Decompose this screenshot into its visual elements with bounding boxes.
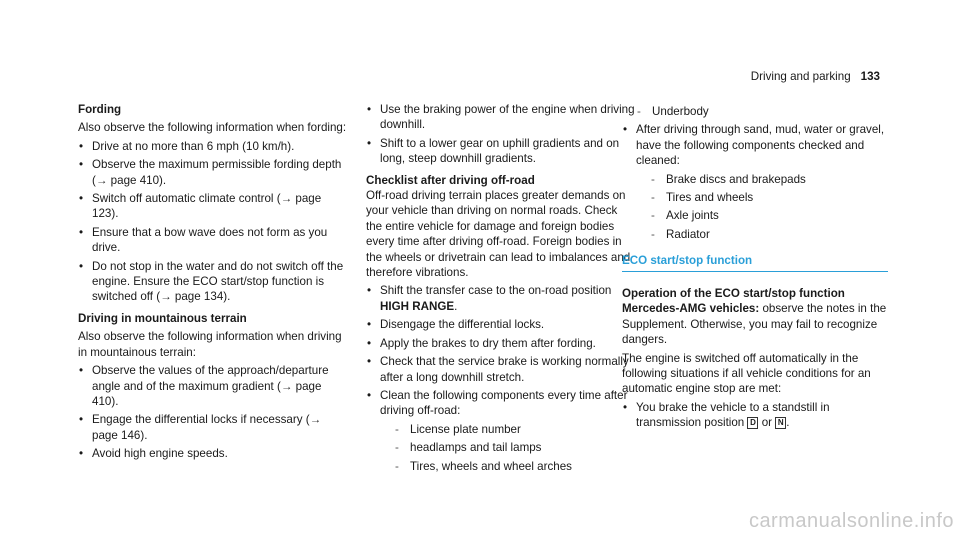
page-number: 133	[860, 70, 880, 83]
list-item: • Observe the maximum permissible fording depth (→ page 410).	[78, 157, 348, 188]
checklist-intro: Off-road driving terrain places greater demands on your vehicle than driving on normal roads. Check the entire vehicle for damage and foreign bodies every time after driving off-road. Foreign bodies in the wheels or drivetrain can lead to imbalances and therefore vibrations.	[366, 189, 631, 280]
list-item: • Do not stop in the water and do not switch off the engine. Ensure the ECO start/stop function is switched off (→ page 134).	[78, 259, 348, 305]
amg-text: observe the notes in the Supplement. Otherwise, you may fail to recognize dangers.	[622, 302, 887, 347]
list-item: • Ensure that a bow wave does not form as you drive.	[78, 225, 348, 256]
clean-sublist	[380, 422, 636, 474]
sublist-item: - Brake discs and brakepads	[650, 172, 892, 187]
fording-heading: Fording	[78, 103, 122, 116]
after-sublist	[636, 172, 892, 243]
shift-end: .	[454, 299, 458, 313]
fording-intro: Also observe the following information when fording:	[78, 121, 347, 135]
amg-note	[622, 301, 888, 347]
sublist-item: - Axle joints	[650, 208, 892, 223]
watermark: carmanualsonline.info	[748, 509, 954, 532]
list-item: • Disengage the differential locks.	[366, 317, 636, 332]
list-item: • Observe the values of the approach/departure angle and of the maximum gradient (→ page 410).	[78, 363, 348, 409]
list-item: • Engage the differential locks if necessary (→ page 146).	[78, 412, 348, 443]
or-text: or	[758, 416, 776, 430]
after-list	[622, 122, 892, 242]
clean-sublist-cont	[622, 104, 892, 119]
page-header	[751, 69, 880, 84]
list-item	[622, 122, 892, 242]
mountain-heading: Driving in mountainous terrain	[78, 311, 247, 325]
column-2	[366, 102, 636, 474]
list-item	[366, 388, 636, 474]
shift-text: Shift the transfer case to the on-road position	[380, 284, 612, 298]
auto-stop-text: The engine is switched off automatically in the following situations if all vehicle conditions for an automatic engine stop are met:	[622, 351, 871, 396]
clean-intro: Clean the following components every time after driving off-road:	[380, 388, 628, 418]
after-text: After driving through sand, mud, water or gravel, have the following components checked and cleaned:	[636, 123, 885, 168]
sublist-item: - Underbody	[636, 104, 892, 119]
eco-section-body	[622, 286, 888, 431]
column-1	[78, 102, 348, 462]
list-item: • Apply the brakes to dry them after fording.	[366, 336, 636, 351]
list-item: • Shift to a lower gear on uphill gradients and on long, steep downhill gradients.	[366, 136, 636, 167]
list-item: • Drive at no more than 6 mph (10 km/h).	[78, 139, 348, 154]
gear-n-icon: N	[775, 417, 786, 429]
list-item: • Check that the service brake is working normally after a long downhill stretch.	[366, 354, 636, 385]
operation-heading: Operation of the ECO start/stop function	[622, 287, 845, 300]
mountain-list	[78, 363, 348, 461]
high-range-label: HIGH RANGE	[380, 299, 455, 313]
list-item	[622, 400, 888, 431]
checklist-list	[366, 283, 636, 473]
list-item: • Avoid high engine speeds.	[78, 446, 348, 461]
eco-section-heading: ECO start/stop function	[622, 253, 888, 272]
amg-label: Mercedes-AMG vehicles:	[622, 302, 760, 316]
section-title: Driving and parking	[750, 70, 851, 83]
sublist-item: - Tires, wheels and wheel arches	[394, 459, 636, 474]
brake-end: .	[786, 416, 790, 430]
downhill-list	[366, 102, 636, 167]
mountain-intro: Also observe the following information when driving in mountainous terrain:	[78, 330, 342, 359]
checklist-heading: Checklist after driving off-road	[366, 173, 535, 187]
sublist-item: - headlamps and tail lamps	[394, 440, 636, 455]
list-item	[366, 283, 636, 314]
sublist-item: - License plate number	[394, 422, 636, 437]
auto-stop-list	[622, 400, 888, 431]
sublist-item: - Tires and wheels	[650, 190, 892, 205]
list-item: • Use the braking power of the engine when driving downhill.	[366, 102, 636, 133]
list-item: • Switch off automatic climate control (→ page 123).	[78, 191, 348, 222]
column-3	[622, 104, 892, 242]
fording-list	[78, 139, 348, 305]
gear-d-icon: D	[747, 417, 758, 429]
sublist-item: - Radiator	[650, 227, 892, 242]
brake-text: You brake the vehicle to a standstill in transmission position	[636, 400, 830, 430]
